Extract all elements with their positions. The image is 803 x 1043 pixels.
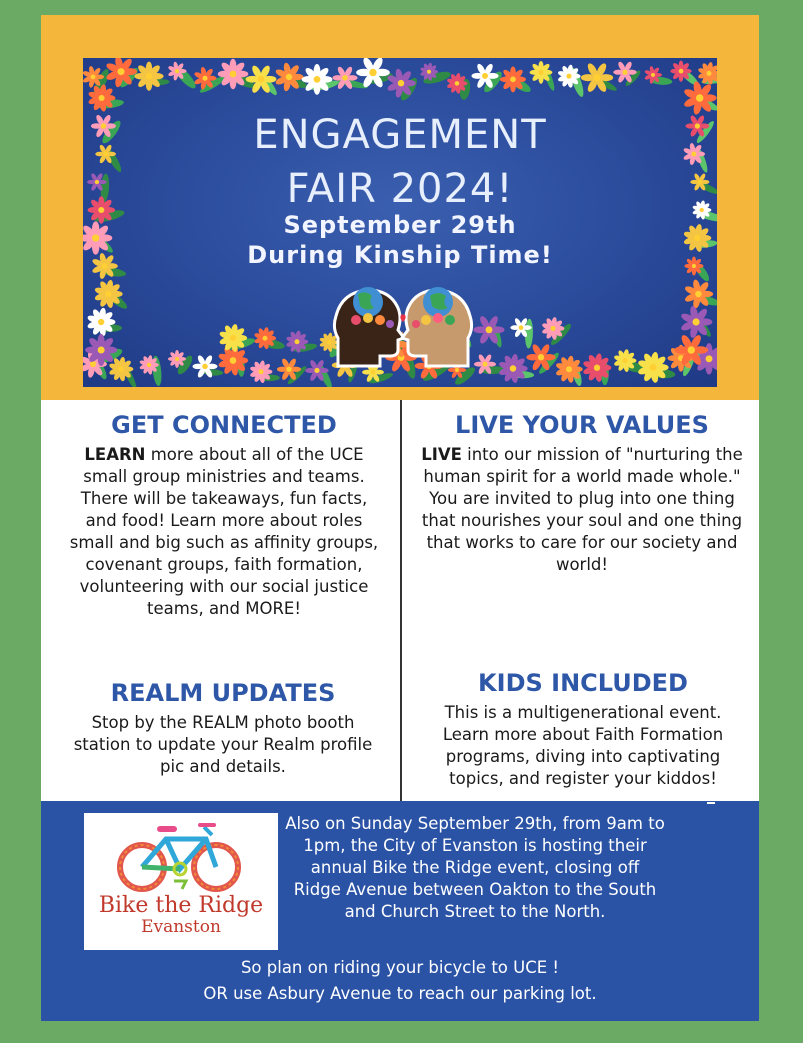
live-your-values-section	[417, 410, 747, 576]
get-connected-heading: GET CONNECTED	[111, 411, 337, 439]
realm-updates-body: Stop by the REALM photo booth station to update your Realm profile pic and details.	[73, 713, 373, 776]
two-heads-icon	[328, 278, 478, 370]
bicycle-icon	[114, 817, 244, 897]
realm-updates-heading: REALM UPDATES	[110, 679, 336, 707]
bike-the-ridge-logo	[84, 813, 278, 950]
bike-the-ridge-band	[41, 801, 759, 1021]
live-your-values-lead: LIVE	[421, 445, 462, 464]
parking-line: OR use Asbury Avenue to reach our parking lot.	[203, 984, 597, 1003]
flyer-page	[41, 15, 759, 1021]
banner-frame	[41, 15, 759, 400]
banner-date: September 29th	[283, 211, 517, 239]
dash-mark	[707, 802, 715, 804]
bike-event-text: Also on Sunday September 29th, from 9am to 1pm, the City of Evanston is hosting their annual Bike the Ridge event, closing off Ridge Avenue between Oakton to the South and Church Street to the North.	[285, 814, 665, 921]
event-banner	[83, 58, 717, 387]
column-divider	[400, 400, 402, 801]
kids-included-body: This is a multigenerational event. Learn more about Faith Formation programs, diving into captivating topics, and register your kiddos!	[442, 703, 724, 788]
get-connected-text	[65, 444, 383, 620]
live-your-values-heading: LIVE YOUR VALUES	[455, 411, 709, 439]
banner-title-line2: FAIR 2024!	[286, 166, 514, 212]
bike-logo-city: Evanston	[141, 917, 221, 937]
bike-logo-name: Bike the Ridge	[98, 893, 264, 918]
get-connected-section	[65, 410, 383, 620]
ride-bicycle-line: So plan on riding your bicycle to UCE !	[240, 958, 560, 977]
live-your-values-text	[417, 444, 747, 576]
banner-subtitle	[83, 210, 717, 270]
kids-included-section	[421, 668, 745, 790]
kids-included-heading: KIDS INCLUDED	[478, 669, 688, 697]
banner-time: During Kinship Time!	[247, 241, 553, 269]
banner-title-line1: ENGAGEMENT	[253, 112, 547, 158]
realm-updates-section	[61, 678, 385, 778]
get-connected-lead: LEARN	[84, 445, 146, 464]
banner-title	[83, 108, 717, 216]
get-connected-body: more about all of the UCE small group ministries and teams. There will be takeaways, fun facts, and food! Learn more about roles small and big such as affinity groups, covenant groups, faith formation, volunteering with our social justice teams, and MORE!	[69, 445, 379, 618]
live-your-values-body: into our mission of "nurturing the human spirit for a world made whole." You are invited to plug into one thing that nourishes your soul and one thing that works to care for our society and world!	[421, 445, 743, 574]
